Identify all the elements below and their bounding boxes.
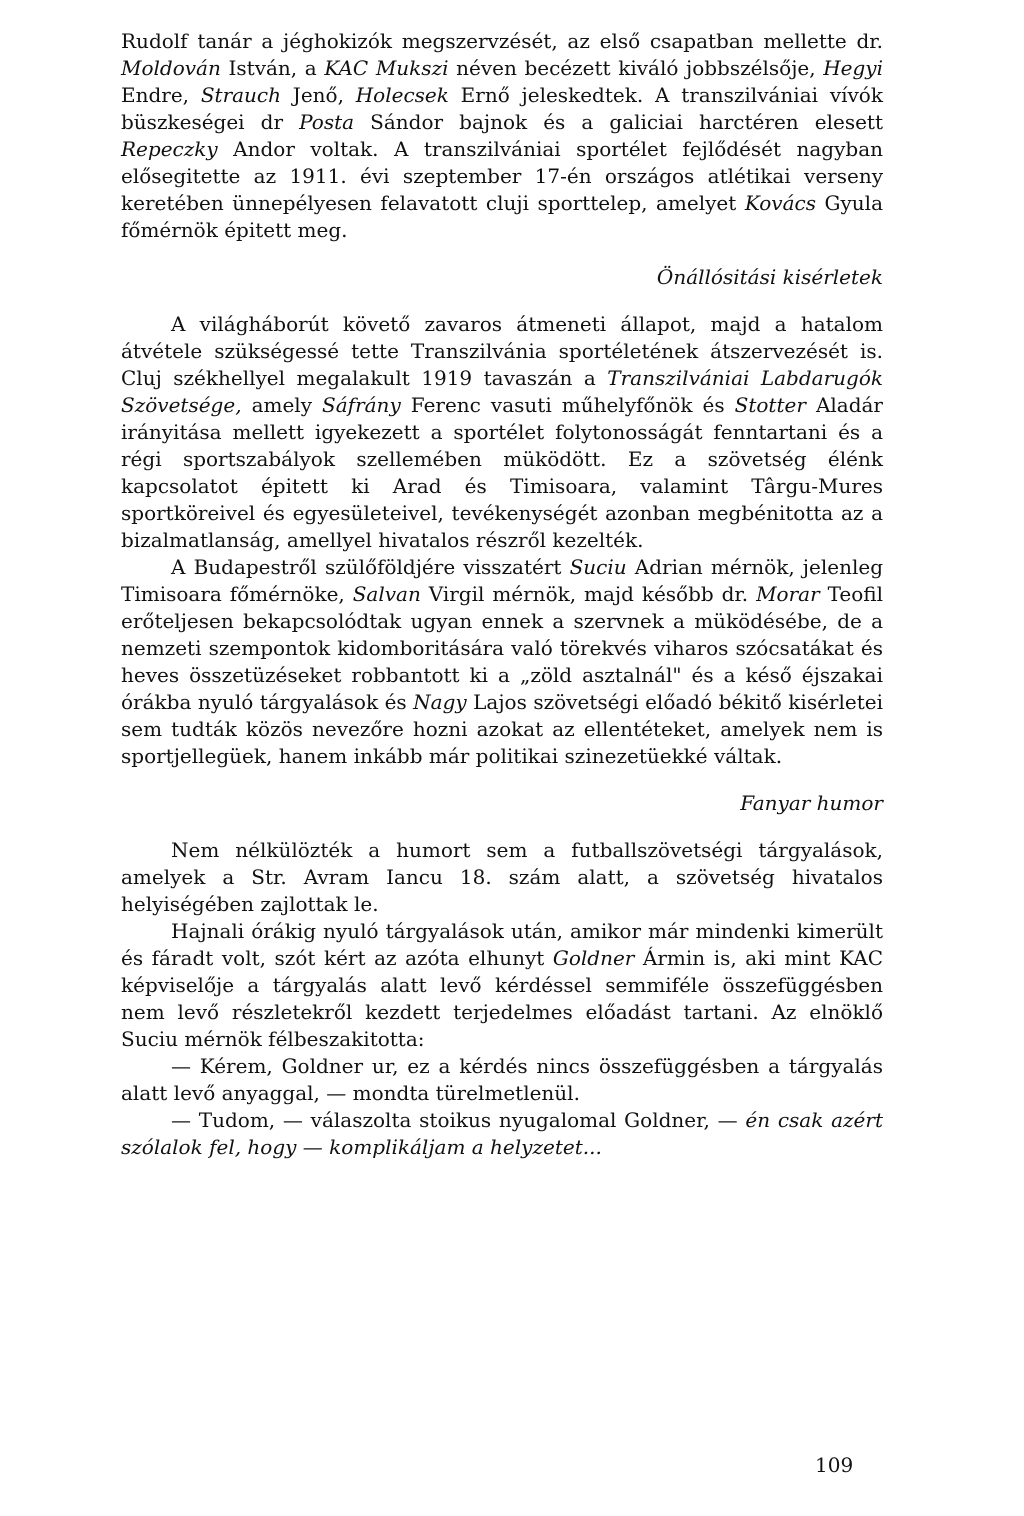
text-run: Virgil mérnök, majd később dr. [420, 582, 757, 606]
italic-text-run: Transzilvániai Labdarugók Szövetsége, [121, 366, 883, 417]
page-number: 109 [815, 1453, 854, 1477]
text-run: Jenő, [281, 83, 356, 107]
text-run: néven becézett kiváló jobbszélsője, [448, 56, 824, 80]
section-heading-onallositasi [121, 264, 883, 291]
text-run: István, a [220, 56, 325, 80]
text-run: amely [241, 393, 323, 417]
section-heading-fanyar-humor [121, 790, 883, 817]
text-run: Gyula főmérnök épitett meg. [121, 191, 883, 242]
text-run: Ernő jeleskedtek. A transzilvániai vívók büszkeségei dr [121, 83, 883, 134]
page-body [121, 28, 883, 1161]
dialogue-line-2 [121, 1107, 883, 1161]
italic-text-run: Hegyi [823, 56, 883, 80]
dialogue-line-1 [121, 1053, 883, 1107]
text-run: Ármin is, aki mint KAC képviselője a tárgyalás alatt levő kérdéssel semmiféle összefüggésben nem levő részletekről kezdett terjedelmes előadást tartani. Az elnöklő Suciu mérnök félbeszakitotta: [121, 946, 883, 1051]
text-run: — Tudom, — válaszolta stoikus nyugalomal Goldner, — [171, 1108, 746, 1132]
paragraph-1 [121, 28, 883, 244]
text-run: Adrian mérnök, jelenleg Timisoara főmérnöke, [121, 555, 883, 606]
text-run: — Kérem, Goldner ur, ez a kérdés nincs összefüggésben a tárgyalás alatt levő anyaggal, — mondta türelmetlenül. [121, 1054, 883, 1105]
italic-text-run: Stotter [734, 393, 806, 417]
text-run: Lajos szövetségi előadó békitő kisérletei sem tudták közös nevezőre hozni azokat az ellentéteket, amelyek nem is sportjellegüek, hanem inkább már politikai szinezetüekké váltak. [121, 690, 883, 768]
italic-text-run: Goldner [552, 946, 635, 970]
text-run: Ferenc vasuti műhelyfőnök és [400, 393, 735, 417]
paragraph-3 [121, 554, 883, 770]
paragraph-5 [121, 918, 883, 1053]
text-run: Teofil erőteljesen bekapcsolódtak ugyan ennek a szervnek a müködésébe, de a nemzeti szempontok kidomboritására való törekvés viharos szócsatákat és heves összetüzéseket robbantott ki a „zöld asztalnál" és a késő éjszakai órákba nyuló tárgyalások és [121, 582, 883, 714]
italic-text-run: Posta [299, 110, 355, 134]
italic-text-run: Nagy [413, 690, 467, 714]
text-run: Endre, [121, 83, 201, 107]
italic-text-run: Suciu [569, 555, 627, 579]
paragraph-2 [121, 311, 883, 554]
text-run: A világháborút követő zavaros átmeneti állapot, majd a hatalom átvétele szükségessé tette Transzilvánia sportéletének átszervezését is. Cluj székhellyel megalakult 1919 tavaszán a [121, 312, 883, 390]
text-run: Nem nélkülözték a humort sem a futballszövetségi tárgyalások, amelyek a Str. Avram Iancu 18. szám alatt, a szövetség hivatalos helyiségében zajlottak le. [121, 838, 883, 916]
text-run: Fanyar humor [740, 791, 883, 815]
text-run: A Budapestről szülőföldjére visszatért [171, 555, 570, 579]
text-run: Önállósitási kisérletek [656, 265, 883, 289]
text-run: Hajnali órákig nyuló tárgyalások után, amikor már mindenki kimerült és fáradt volt, szót kért az azóta elhunyt [121, 919, 883, 970]
italic-text-run: Repeczky [121, 137, 218, 161]
text-run: Rudolf tanár a jéghokizók megszervzését, az első csapatban mellette dr. [121, 29, 883, 53]
text-run: Sándor bajnok és a galiciai harctéren elesett [354, 110, 883, 134]
italic-text-run: Moldován [121, 56, 221, 80]
italic-text-run: Morar [756, 582, 820, 606]
italic-text-run: Salvan [352, 582, 421, 606]
italic-text-run: Holecsek [355, 83, 449, 107]
italic-text-run: KAC Mukszi [324, 56, 449, 80]
italic-text-run: Kovács [744, 191, 816, 215]
italic-text-run: Strauch [200, 83, 282, 107]
text-run: Aladár irányitása mellett igyekezett a sportélet folytonosságát fenntartani és a régi sportszabályok szellemében müködött. Ez a szövetség élénk kapcsolatot épitett ki Arad és Timisoara, valamint Târgu-Mures sportköreivel és egyesületeivel, tevékenységét azonban megbénitotta az a bizalmatlanság, amellyel hivatalos részről kezelték. [121, 393, 883, 552]
italic-text-run: én csak azért szólalok fel, hogy — komplikáljam a helyzetet... [121, 1108, 883, 1159]
paragraph-4 [121, 837, 883, 918]
italic-text-run: Sáfrány [322, 393, 401, 417]
text-run: Andor voltak. A transzilvániai sportélet fejlődését nagyban elősegitette az 1911. évi szeptember 17-én országos atlétikai verseny keretében ünnepélyesen felavatott cluji sporttelep, amelyet [121, 137, 883, 215]
